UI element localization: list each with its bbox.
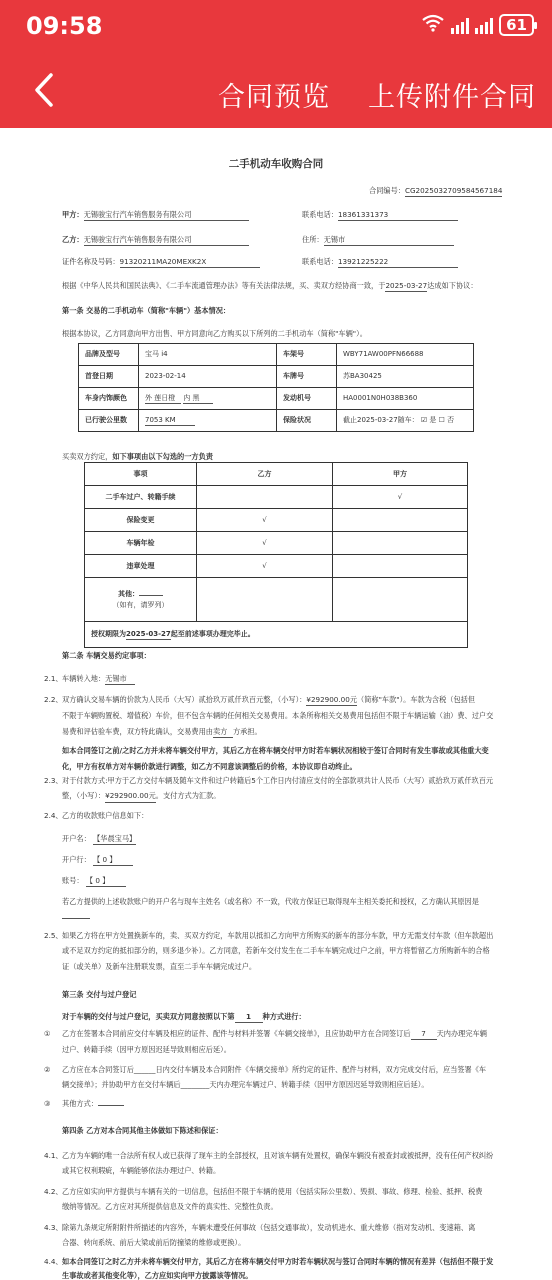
table-row: 车身内饰颜色 外 莲日橙 内 黑 发动机号 HA0001N0H038B360 (79, 388, 474, 410)
account-number-row: 账号： 【 0 】 (62, 876, 126, 887)
status-time: 09:58 (26, 12, 103, 40)
table-row: 车辆年检 √ (85, 532, 468, 555)
party-a-row: 甲方：无锡骏宝行汽车销售服务有限公司 (62, 210, 249, 221)
top-app-bar (0, 0, 552, 128)
id-row: 证件名称及号码：91320211MA20MEXK2X (62, 257, 260, 268)
contract-number-row: 合同编号：CG2025032709584567184 (369, 186, 502, 197)
party-b-address-row: 住所：无锡市 (302, 235, 454, 246)
signal-icon (451, 16, 469, 34)
party-b-name: 无锡骏宝行汽车销售服务有限公司 (84, 235, 249, 246)
page-title: 合同预览 (218, 82, 330, 113)
party-b-row: 乙方：无锡骏宝行汽车销售服务有限公司 (62, 235, 249, 246)
clause-2-4: 乙方的收款账户信息如下： (62, 811, 149, 820)
upload-attachment-button[interactable]: 上传附件合同 (368, 82, 536, 113)
clause-4-3: 除第九条规定所附附件所描述的内容外，车辆未遭受任何事故（包括交通事故），发动机进水、重大维修（指对发动机、变速箱、离 合器、转向系统、前后大梁或前后防撞梁的维修或更换）。 (62, 1223, 476, 1248)
chevron-left-icon (31, 72, 57, 108)
party-b-address: 无锡市 (324, 235, 454, 246)
article-1-title: 第一条 交易的二手机动车（简称"车辆"）基本情况： (62, 306, 231, 315)
table-row: 事项 乙方 甲方 (85, 463, 468, 486)
clause-2-1: 车辆转入地：无锡市 (62, 674, 135, 685)
clause-4-1: 乙方为车辆的唯一合法所有权人或已获得了现车主的全部授权，且对该车辆有处置权，确保车辆没有被查封或被抵押，没有任何产权纠纷 或其它权利瑕疵，车辆能够依法办理过户、转籍。 (62, 1151, 494, 1176)
account-note: 若乙方提供的上述收款账户的开户名与现车主姓名（或名称）不一致，代收方保证已取得现车主相关委托和授权，乙方确认其原因是 (62, 897, 514, 923)
table-row: 二手车过户、转籍手续 √ (85, 486, 468, 509)
clause-2-3: 对于付款方式:甲方于乙方交付车辆及随车文件和过户转籍后5个工作日内付清应支付的全部款项共计人民币（大写）贰拾玖万贰仟玖百元 整，（小写）：¥292900.00元。支付方式为汇款。 (62, 776, 514, 803)
responsibility-table (84, 462, 468, 648)
table-row: 已行驶公里数 7053 KM 保险状况 截止2025-03-27随车： ☑ 是 ☐ 否 (79, 410, 474, 432)
battery-icon: 61 (499, 14, 534, 36)
table-row: 品牌及型号 宝马 i4 车架号 WBY71AW00PFN66688 (79, 344, 474, 366)
option-1: 乙方在签署本合同前应交付车辆及相应的证件、配件与材料并签署《车辆交接单》，且应协助甲方在合同签订后 7 天内办理完车辆 过户、转籍手续（因甲方原因迟延导致则相应后延）。 (62, 1029, 487, 1055)
option-2: 乙方应在本合同签订后______日内交付车辆及本合同附件《车辆交接单》所约定的证件、配件与材料，双方完成交付后，应当签署《车 辆交接单》；并协助甲方在交付车辆后________天内办理完车辆过户、转籍手续（因甲方原因迟延导致则相应后延）。 (62, 1065, 487, 1090)
party-a-phone-row: 联系电话：18361331373 (302, 210, 458, 221)
table-row: 保险变更 √ (85, 509, 468, 532)
account-bank-row: 开户行： 【 0 】 (62, 855, 133, 866)
clause-4-2: 乙方应如实向甲方提供与车辆有关的一切信息，包括但不限于车辆的使用（包括实际公里数）、毁损、事故、修理、检验、抵押、税费 缴纳等情况。乙方应对其所提供信息及文件的真实性、完整性负责。 (62, 1187, 483, 1212)
status-icons (421, 14, 534, 36)
table-row: 违章处理 √ (85, 555, 468, 578)
table-row: 其他： （如有，请罗列） (85, 578, 468, 622)
party-b-phone-row: 联系电话：13921225222 (302, 257, 458, 268)
id-number: 91320211MA20MEXK2X (120, 257, 260, 268)
party-a-name: 无锡骏宝行汽车销售服务有限公司 (84, 210, 249, 221)
article-2-title: 第二条 车辆交易约定事项： (62, 651, 151, 660)
vehicle-info-table (78, 343, 474, 432)
back-button[interactable] (24, 68, 64, 112)
contract-number: CG2025032709584567184 (405, 186, 502, 197)
signal-icon-2 (475, 16, 493, 34)
contract-document: 二手机动车收购合同 合同编号：CG2025032709584567184 甲方：无锡骏宝行汽车销售服务有限公司 联系电话：18361331373 乙方：无锡骏宝行汽车销售服务有限公司 住所：无锡市 证件名称及号码：91320211MA20MEXK2X 联系电话：13921225222 根据《中华人民共和国民法典》、《二手车流通管理办法》等有关法律法规，买、卖双方经协商一致，于2025-03-27达成如下协议： 第一条 交易的二手机动车（简称"车辆"）基本情况： 根据本协议，乙方同意向甲方出售、甲方同意向乙方购买以下所列的二手机动车（简称"车辆"）。 品牌及型号 宝马 i4 车架号 WBY71AW00PFN66688 首登日期 2023-02-14 车牌号 苏BA30425 车身内饰颜色 外 莲日橙 内 黑 发动机号 HA0001N0H038B360 已行驶公里数 7053 KM 保险状况 截止2025-03-27随车： ☑ 是 ☐ 否 买卖双方约定，如下事项由以下勾选的一方负责 事项 乙方 甲方 二手车过户、转籍手续 √ 保险变更 √ 车辆年检 √ 违章处理 √ 其他： （如有，请罗列） 授权期限为2025-03-27起至前述事项办理完毕止。 第二条 车辆交易约定事项： 2.1、 车辆转入地：无锡市 2.2、 双方确认交易车辆的价款为人民币（大写）贰拾玖万贰仟玖百元整，（小写）：¥292900.00元（简称"车款"）。车款为含税（包括但 不限于车辆购置税、增值税）车价，但不包含车辆的任何相关交易费用。本条所称相关交易费用包括但不限于车辆运输（油）费、过户交 易费和评估验车费，双方特此确认，交易费用由卖方 方承担。 如本合同签订之前/之时乙方并未将车辆交付甲方，其后乙方在将车辆交付甲方时若车辆状况相较于签订合同时有发生事故或其他重大变 化，甲方有权单方对车辆价款进行调整，如乙方不同意该调整后的价格，本协议即自动终止。 2.3、 对于付款方式:甲方于乙方交付车辆及随车文件和过户转籍后5个工作日内付清应支付的全部款项共计人民币（大写）贰拾玖万贰仟玖百元 整，（小写）：¥292900.00元。支付方式为汇款。 2.4、 乙方的收款账户信息如下： 开户名： 【华晨宝马】 开户行： 【 0 】 账号： 【 0 】 若乙方提供的上述收款账户的开户名与现车主姓名（或名称）不一致，代收方保证已取得现车主相关委托和授权，乙方确认其原因是 2.5、 如果乙方将在甲方处置换新车的，卖、买双方约定，车款用以抵扣乙方向甲方所购买的新车的部分车款，甲方无需支付车款（但车款超出 或不足双方约定的抵扣部分的，则多退少补）。乙方同意，若新车交付发生在二手车车辆完成过户之前，甲方将暂留乙方所购新车的合格 证（或关单）及新车注册联发票，直至二手车车辆完成过户。 第三条 交付与过户登记 对于车辆的交付与过户登记，买卖双方同意按照以下第 1 种方式进行： ① 乙方在签署本合同前应交付车辆及相应的证件、配件与材料并签署《车辆交接单》，且应协助甲方在合同签订后 7 天内办理完车辆 过户、转籍手续（因甲方原因迟延导致则相应后延）。 ② 乙方应在本合同签订后______日内交付车辆及本合同附件《车辆交接单》所约定的证件、配件与材料，双方完成交付后，应当签署《车 辆交接单》；并协助甲方在交付车辆后________天内办理完车辆过户、转籍手续（因甲方原因迟延导致则相应后延）。 ③ 其他方式： 第四条 乙方对本合同其他主体做如下陈述和保证： 4.1、 乙方为车辆的唯一合法所有权人或已获得了现车主的全部授权，且对该车辆有处置权，确保车辆没有被查封或被抵押，没有任何产权纠纷 或其它权利瑕疵，车辆能够依法办理过户、转籍。 4.2、 乙方应如实向甲方提供与车辆有关的一切信息，包括但不限于车辆的使用（包括实际公里数）、毁损、事故、修理、检验、抵押、税费 缴纳等情况。乙方应对其所提供信息及文件的真实性、完整性负责。 4.3、 除第九条规定所附附件所描述的内容外，车辆未遭受任何事故（包括交通事故），发动机进水、重大维修（指对发动机、变速箱、离 合器、转向系统、前后大梁或前后防撞梁的维修或更换）。 4.4、 如本合同签订之时乙方并未将车辆交付甲方，其后乙方在将车辆交付甲方时若车辆状况与签订合同时车辆的情况有差异（包括但不限于发 生事故或者其他变化等），乙方应如实向甲方披露该等情况。 (0, 128, 552, 1280)
party-b-phone: 13921225222 (338, 257, 458, 268)
responsibility-intro: 买卖双方约定，如下事项由以下勾选的一方负责 (62, 452, 213, 461)
wifi-icon (421, 14, 445, 36)
clause-2-5: 如果乙方将在甲方处置换新车的，卖、买双方约定，车款用以抵扣乙方向甲方所购买的新车的部分车款，甲方无需支付车款（但车款超出 或不足双方约定的抵扣部分的，则多退少补）。乙方同意，若新车交付发生在二手车车辆完成过户之前，甲方将暂留乙方所购新车的合格 证（或关单）及新车注册联发票，直至二手车车辆完成过户。 (62, 931, 494, 971)
clause-4-4: 如本合同签订之时乙方并未将车辆交付甲方，其后乙方在将车辆交付甲方时若车辆状况与签订合同时车辆的情况有差异（包括但不限于发 生事故或者其他变化等），乙方应如实向甲方披露该等情况。 (62, 1257, 494, 1280)
article-3-intro: 对于车辆的交付与过户登记，买卖双方同意按照以下第 1 种方式进行： (62, 1012, 306, 1023)
clause-2-2: 双方确认交易车辆的价款为人民币（大写）贰拾玖万贰仟玖百元整，（小写）：¥292900.00元（简称"车款"）。车款为含税（包括但 不限于车辆购置税、增值税）车价，但不包含车辆的任何相关交易费用。本条所称相关交易费用包括但不限于车辆运输（油）费、过户交 易费和评估验车费，双方特此确认，交易费用由卖方 方承担。 如本合同签订之前/之时乙方并未将车辆交付甲方，其后乙方在将车辆交付甲方时若车辆状况相较于签订合同时有发生事故或其他重大变 化，甲方有权单方对车辆价款进行调整，如乙方不同意该调整后的价格，本协议即自动终止。 (62, 695, 494, 771)
article-3-title: 第三条 交付与过户登记 (62, 990, 137, 999)
article-4-title: 第四条 乙方对本合同其他主体做如下陈述和保证： (62, 1126, 223, 1135)
table-row: 授权期限为2025-03-27起至前述事项办理完毕止。 (85, 622, 468, 648)
contract-title: 二手机动车收购合同 (228, 158, 324, 170)
article-1-intro: 根据本协议，乙方同意向甲方出售、甲方同意向乙方购买以下所列的二手机动车（简称"车辆"）。 (62, 329, 367, 338)
option-3: 其他方式： (62, 1099, 124, 1109)
nav-row (0, 62, 552, 122)
basis-paragraph: 根据《中华人民共和国民法典》、《二手车流通管理办法》等有关法律法规，买、卖双方经协商一致，于2025-03-27达成如下协议： (62, 281, 522, 292)
party-a-phone: 18361331373 (338, 210, 458, 221)
account-name-row: 开户名： 【华晨宝马】 (62, 834, 136, 845)
table-row: 首登日期 2023-02-14 车牌号 苏BA30425 (79, 366, 474, 388)
status-bar (0, 0, 552, 52)
